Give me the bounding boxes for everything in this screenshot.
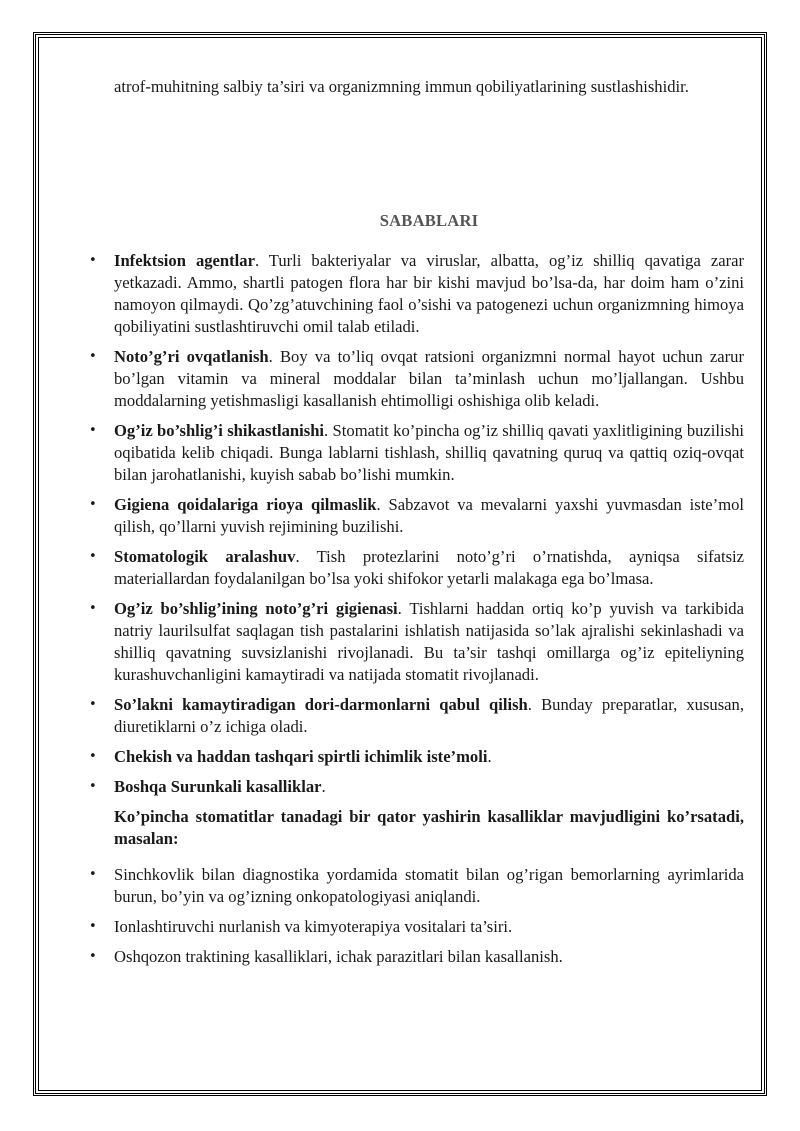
cause-text: . Turli bakteriyalar va viruslar, albatta, og’iz shilliq qavatiga zarar yetkazadi. Ammo, shartli patogen flora har bir kishi mavjud bo’lsa-da, har doim ham o’zini namoyon qilmaydi. Qo’zg’atuvchining faol o’sishi va patogenezi uchun organizmning himoya qobiliyatini sustlashtiruvchi omil talab etiladi. (114, 251, 744, 336)
cause-term: So’lakni kamaytiradigan dori-darmonlarni qabul qilish (114, 695, 528, 714)
list-item (114, 598, 744, 686)
causes-list (114, 250, 744, 798)
list-item (114, 420, 744, 486)
list-item (114, 694, 744, 738)
cause-term: Gigiena qoidalariga rioya qilmaslik (114, 495, 377, 514)
list-item (114, 346, 744, 412)
cause-text: . Boy va to’liq ovqat ratsioni organizmni normal hayot uchun zarur bo’lgan vitamin va mineral moddalar bilan ta’minlash uchun mo’ljallangan. Ushbu moddalarning yetishmasligi kasallanish ehtimolligi oshishiga olib keladi. (114, 347, 744, 410)
cause-term: Og’iz bo’shlig’i shikastlanishi (114, 421, 325, 440)
list-item: • Oshqozon traktining kasalliklari, ichak parazitlari bilan kasallanish. (114, 946, 744, 968)
examples-list (114, 864, 744, 968)
list-item (114, 776, 744, 798)
cause-term: Chekish va haddan tashqari spirtli ichimlik iste’moli (114, 747, 488, 766)
cause-text: . (487, 747, 492, 766)
list-item (114, 250, 744, 338)
cause-term: Og’iz bo’shlig’ining noto’g’ri gigienasi (114, 599, 398, 618)
cause-term: Stomatologik aralashuv (114, 547, 296, 566)
list-item (114, 746, 744, 768)
cause-text: . Tish protezlarini noto’g’ri o’rnatishda, ayniqsa sifatsiz materiallardan foydalanilgan bo’lsa yoki shifokor yetarli malakaga ega bo’lmasa. (114, 547, 745, 588)
cause-text: . Sabzavot va mevalarni yaxshi yuvmasdan iste’mol qilish, qo’llarni yuvish rejimining buzilishi. (114, 495, 745, 536)
cause-text: . Bunday preparatlar, xususan, diuretiklarni o’z ichiga oladi. (114, 695, 744, 736)
list-item (114, 494, 744, 538)
list-item: • Sinchkovlik bilan diagnostika yordamida stomatit bilan og’rigan bemorlarning ayrimlarida burun, bo’yin va og’izning onkopatologiyasi aniqlandi. (114, 864, 744, 908)
list-item: • Ionlashtiruvchi nurlanish va kimyoterapiya vositalari ta’siri. (114, 916, 744, 938)
intro-paragraph: atrof-muhitning salbiy ta’siri va organizmning immun qobiliyatlarining sustlashishidir. (114, 77, 689, 96)
section-heading: SABABLARI (379, 211, 479, 230)
cause-text: . (321, 777, 326, 796)
list-item (114, 546, 744, 590)
conclusion-paragraph: Ko’pincha stomatitlar tanadagi bir qator yashirin kasalliklar mavjudligini ko’rsatadi, masalan: (114, 807, 744, 848)
cause-text: . Tishlarni haddan ortiq ko’p yuvish va tarkibida natriy laurilsulfat saqlagan tish pastalarini ishlatish natijasida so’lak ajralishi sekinlashadi va shilliq qavatning suvsizlanishi rivojlanadi. Bu ta’sir tashqi omillarga og’iz epiteliyning kurashuvchanligini kamaytiradi va natijada stomatit rivojlanadi. (114, 599, 744, 684)
cause-text: . Stomatit ko’pincha og’iz shilliq qavati yaxlitligining buzilishi oqibatida kelib chiqadi. Bunga lablarni tishlash, shilliq qavatning quruq va qattiq oziq-ovqat bilan jarohatlanishi, kuyish sabab bo’lishi mumkin. (114, 421, 744, 484)
cause-term: Boshqa Surunkali kasalliklar (114, 777, 322, 796)
cause-term: Noto’g’ri ovqatlanish (114, 347, 269, 366)
document-body (114, 76, 744, 976)
cause-term: Infektsion agentlar (114, 251, 255, 270)
